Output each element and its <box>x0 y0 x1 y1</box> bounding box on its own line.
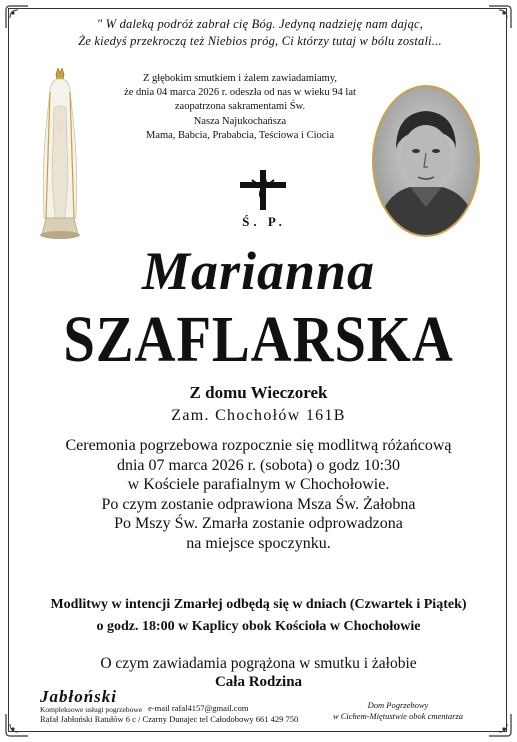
prayer-line: Modlitwy w intencji Zmarłej odbędą się w dniach (Czwartek i Piątek) <box>50 597 467 612</box>
opening-quote <box>30 16 490 50</box>
funeral-house-location: w Cichem-Miętustwie obok cmentarza <box>332 711 464 721</box>
sp-label: Ś. P. <box>242 214 286 229</box>
death-notice-intro <box>100 72 380 143</box>
ornament-corner-icon <box>4 4 30 30</box>
ceremony-details <box>0 436 517 553</box>
quote-line-2: Że kiedyś przekroczą też Niebios próg, Ci którzy tutaj w bólu zostali... <box>78 34 442 48</box>
oval-portrait-image <box>370 83 482 239</box>
maiden-name: Z domu Wieczorek <box>189 383 328 402</box>
ceremony-line: Po czym zostanie odprawiona Msza Św. Żałobna <box>101 495 416 513</box>
funeral-home-address: Rafał Jabłoński Ratułów 6 c / Czarny Dunajec tel Całodobowy 661 429 750 <box>40 714 299 724</box>
ceremony-line: Ceremonia pogrzebowa rozpocznie się modlitwą różańcową <box>65 437 452 454</box>
ceremony-line: Po Mszy Św. Zmarła zostanie odprowadzona <box>114 515 403 532</box>
cross-icon <box>238 168 288 212</box>
funeral-house-info <box>318 700 478 722</box>
madonna-figure-image <box>30 68 90 240</box>
notice-line: zaopatrzona sakramentami Św. <box>174 101 306 113</box>
prayer-details <box>0 594 517 638</box>
ornament-corner-icon <box>487 4 513 30</box>
funeral-home-email: e-mail rafal4157@gmail.com <box>148 703 249 713</box>
ornament-corner-icon <box>487 712 513 738</box>
closing-line: O czym zawiadamia pogrążona w smutku i żałobie <box>100 655 417 672</box>
notice-line: Mama, Babcia, Prababcia, Teściowa i Ciocia <box>145 129 334 141</box>
ceremony-line: dnia 07 marca 2026 r. (sobota) o godz 10:30 <box>116 456 401 474</box>
prayer-line: o godz. 18:00 w Kaplicy obok Kościoła w Chochołowie <box>96 619 421 634</box>
notice-line: że dnia 04 marca 2026 r. odeszła od nas w wieku 94 lat <box>124 87 356 99</box>
residence-address: Zam. Chochołów 161B <box>171 407 346 424</box>
notice-line: Z głębokim smutkiem i żalem zawiadamiamy, <box>142 73 338 84</box>
deceased-surname: SZAFLARSKA <box>63 303 454 376</box>
funeral-home-brand: Jabłoński <box>40 687 118 706</box>
funeral-house-title: Dom Pogrzebowy <box>367 700 429 710</box>
ceremony-line: w Kościele parafialnym w Chochołowie. <box>127 476 390 493</box>
ornament-corner-icon <box>4 712 30 738</box>
deceased-first-name: Marianna <box>141 241 376 301</box>
quote-line-1: " W daleką podróż zabrał cię Bóg. Jedyną nadzieję nam dając, <box>96 17 424 31</box>
ceremony-line: na miejsce spoczynku. <box>186 534 331 552</box>
funeral-home-info <box>40 688 300 725</box>
notice-line: Nasza Najukochańsza <box>193 115 287 127</box>
funeral-home-subtitle: Kompleksowe usługi pogrzebowe <box>40 705 143 714</box>
family-signature: Cała Rodzina <box>214 674 303 690</box>
